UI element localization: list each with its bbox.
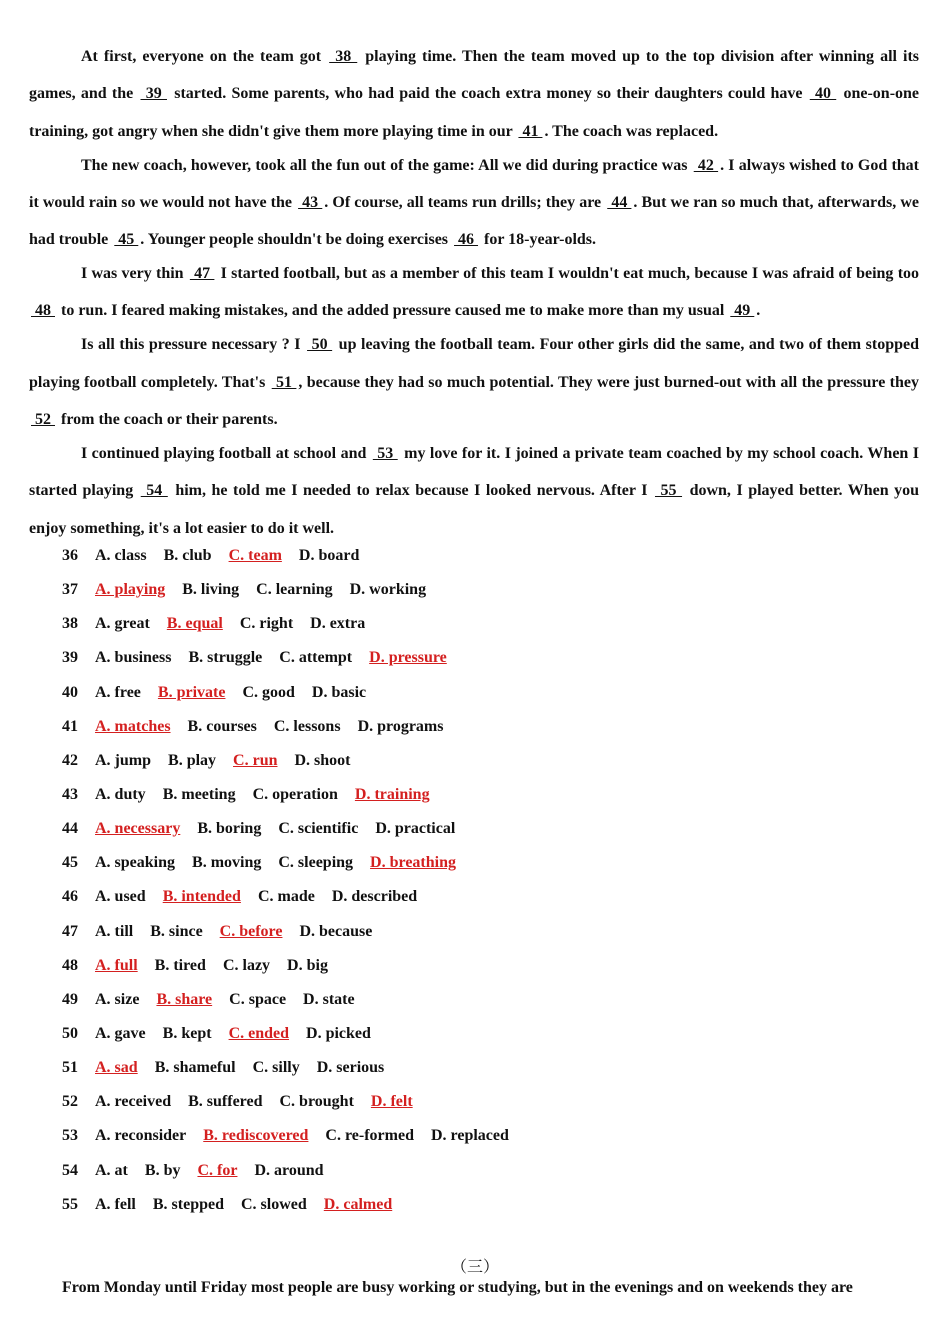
question-row xyxy=(62,546,526,580)
question-row xyxy=(62,1126,526,1160)
correct-option: A. full xyxy=(95,956,138,974)
passage-text: . xyxy=(756,302,761,320)
correct-option: C. ended xyxy=(228,1024,290,1042)
question-row xyxy=(62,1024,526,1058)
question-number: 48 xyxy=(62,956,78,974)
correct-option: D. breathing xyxy=(370,854,456,872)
answer-option: B. boring xyxy=(197,820,262,838)
answer-option: D. replaced xyxy=(430,1127,509,1145)
blank-number: 48 xyxy=(31,302,55,320)
question-row xyxy=(62,922,526,956)
passage-text: from the coach or their parents. xyxy=(57,411,278,429)
answer-option: B. tired xyxy=(154,956,206,974)
passage-text: . But we ran so much that, afterwards, we had trouble xyxy=(29,193,920,249)
correct-option: B. share xyxy=(156,990,213,1008)
answer-option: D. programs xyxy=(357,717,444,735)
answer-option: D. working xyxy=(349,581,427,599)
passage-text: I was very thin xyxy=(81,265,188,283)
section-heading: （三） xyxy=(450,1259,499,1276)
blank-number: 42 xyxy=(693,156,719,174)
answer-option: A. at xyxy=(95,1161,128,1179)
answer-option: C. space xyxy=(229,990,287,1008)
passage-text: The new coach, however, took all the fun out of the game: All we did during practice was xyxy=(81,156,692,174)
passage-text: I started football, but as a member of this team I wouldn't eat much, because I was afraid of being too xyxy=(216,265,920,283)
question-row xyxy=(62,1058,526,1092)
passage-text: . Of course, all teams run drills; they are xyxy=(324,193,606,211)
answer-option: C. re-formed xyxy=(325,1127,414,1145)
answer-option: B. since xyxy=(150,922,203,940)
question-row xyxy=(62,683,526,717)
passage-paragraph xyxy=(29,38,919,150)
answer-options-list xyxy=(62,546,526,1229)
question-number: 43 xyxy=(62,785,78,803)
passage-text: , because they had so much potential. They were just burned-out with all the pressure they xyxy=(298,373,920,391)
answer-option: D. practical xyxy=(375,820,456,838)
blank-number: 43 xyxy=(298,193,323,211)
question-row xyxy=(62,1195,526,1229)
passage-text: started. Some parents, who had paid the coach extra money so their daughters could have xyxy=(168,85,808,103)
passage-paragraph xyxy=(29,326,919,438)
blank-number: 47 xyxy=(189,265,215,283)
answer-option: C. sleeping xyxy=(278,854,354,872)
question-number: 47 xyxy=(62,922,78,940)
question-number: 40 xyxy=(62,683,78,701)
answer-option: C. silly xyxy=(252,1059,300,1077)
answer-option: C. brought xyxy=(279,1093,354,1111)
passage-text: playing time. Then the team moved up to the top division after winning all its games, and the xyxy=(29,48,919,103)
correct-option: D. felt xyxy=(370,1093,413,1111)
correct-option: A. necessary xyxy=(95,820,181,838)
question-number: 55 xyxy=(62,1195,78,1213)
answer-option: B. struggle xyxy=(188,649,263,667)
passage-text: At first, everyone on the team got xyxy=(81,48,328,65)
answer-option: A. size xyxy=(95,990,140,1008)
passage-text: to run. I feared making mistakes, and the added pressure caused me to make more than my usual xyxy=(57,302,729,320)
answer-option: A. reconsider xyxy=(95,1127,187,1145)
passage-text: . The coach was replaced. xyxy=(544,122,719,140)
passage-text: up leaving the football team. Four other girls did the same, and two of them stopped playing football completely. That's xyxy=(29,336,920,391)
correct-option: B. private xyxy=(157,683,226,701)
question-row xyxy=(62,853,526,887)
correct-option: C. team xyxy=(228,547,282,564)
cloze-passage xyxy=(29,38,919,544)
blank-number: 41 xyxy=(518,122,543,140)
passage-text: my love for it. I joined a private team coached by my school coach. When I started playing xyxy=(29,445,920,500)
blank-number: 53 xyxy=(372,445,398,463)
correct-option: D. training xyxy=(354,785,430,803)
blank-number: 52 xyxy=(31,411,55,429)
answer-option: A. free xyxy=(95,683,141,701)
question-number: 54 xyxy=(62,1161,78,1179)
next-passage-first-line: From Monday until Friday most people are busy working or studying, but in the evenings and on weekends they are xyxy=(62,1279,853,1296)
answer-option: D. big xyxy=(287,956,328,974)
question-number: 46 xyxy=(62,888,78,906)
answer-option: D. state xyxy=(303,990,355,1008)
answer-option: B. kept xyxy=(162,1024,212,1042)
answer-option: A. gave xyxy=(95,1024,146,1042)
correct-option: B. intended xyxy=(162,888,241,906)
answer-option: D. board xyxy=(298,547,360,564)
question-row xyxy=(62,785,526,819)
question-row xyxy=(62,751,526,785)
answer-option: B. courses xyxy=(187,717,257,735)
answer-option: C. scientific xyxy=(278,820,359,838)
blank-number: 55 xyxy=(654,482,683,500)
answer-option: D. around xyxy=(254,1161,324,1179)
blank-number: 45 xyxy=(114,231,139,249)
question-number: 41 xyxy=(62,717,78,735)
answer-option: D. shoot xyxy=(294,751,351,769)
answer-option: D. serious xyxy=(316,1059,385,1077)
question-number: 38 xyxy=(62,615,78,633)
blank-number: 38 xyxy=(329,48,358,65)
passage-paragraph xyxy=(29,147,919,259)
answer-option: A. speaking xyxy=(95,854,176,872)
passage-paragraph xyxy=(29,435,919,547)
answer-option: A. till xyxy=(95,922,134,940)
blank-number: 46 xyxy=(454,231,479,249)
answer-option: C. lessons xyxy=(273,717,341,735)
question-row xyxy=(62,990,526,1024)
answer-option: C. good xyxy=(242,683,295,701)
blank-number: 44 xyxy=(607,193,632,211)
answer-option: C. operation xyxy=(252,785,338,803)
blank-number: 39 xyxy=(140,85,167,103)
answer-option: B. moving xyxy=(192,854,262,872)
answer-option: B. suffered xyxy=(188,1093,263,1111)
question-row xyxy=(62,580,526,614)
answer-option: D. described xyxy=(331,888,418,906)
answer-option: A. great xyxy=(95,615,150,633)
correct-option: C. before xyxy=(219,922,283,940)
passage-text: one-on-one training, got angry when she didn't give them more playing time in our xyxy=(29,85,920,140)
answer-option: A. class xyxy=(95,547,147,564)
question-number: 36 xyxy=(62,547,78,564)
answer-option: A. received xyxy=(95,1093,172,1111)
correct-option: A. matches xyxy=(95,717,171,735)
blank-number: 54 xyxy=(140,482,168,500)
passage-text: Is all this pressure necessary ? I xyxy=(81,336,306,354)
answer-option: B. living xyxy=(182,581,240,599)
correct-option: C. for xyxy=(197,1161,238,1179)
question-number: 39 xyxy=(62,649,78,667)
blank-number: 50 xyxy=(307,336,333,354)
answer-option: D. because xyxy=(299,922,373,940)
question-number: 52 xyxy=(62,1093,78,1111)
question-number: 53 xyxy=(62,1127,78,1145)
question-row xyxy=(62,1161,526,1195)
passage-text: . Younger people shouldn't be doing exercises xyxy=(140,231,453,249)
question-number: 50 xyxy=(62,1024,78,1042)
question-number: 37 xyxy=(62,581,78,599)
passage-paragraph xyxy=(29,255,919,330)
question-row xyxy=(62,1092,526,1126)
question-row xyxy=(62,819,526,853)
correct-option: A. sad xyxy=(95,1059,138,1077)
passage-text: down, I played better. When you enjoy something, it's a lot easier to do it well. xyxy=(29,482,920,537)
passage-text: for 18-year-olds. xyxy=(480,231,597,249)
answer-option: B. by xyxy=(144,1161,181,1179)
passage-text: I continued playing football at school and xyxy=(81,445,371,463)
question-number: 44 xyxy=(62,820,78,838)
answer-option: A. fell xyxy=(95,1195,136,1213)
question-number: 49 xyxy=(62,990,78,1008)
answer-option: A. used xyxy=(95,888,146,906)
question-row xyxy=(62,614,526,648)
question-row xyxy=(62,717,526,751)
answer-option: C. attempt xyxy=(279,649,353,667)
answer-option: B. play xyxy=(168,751,217,769)
answer-option: A. jump xyxy=(95,751,152,769)
correct-option: D. calmed xyxy=(323,1195,393,1213)
blank-number: 51 xyxy=(271,373,297,391)
answer-option: B. shameful xyxy=(154,1059,236,1077)
blank-number: 49 xyxy=(730,302,755,320)
answer-option: C. lazy xyxy=(222,956,271,974)
answer-option: D. extra xyxy=(310,615,366,633)
question-row xyxy=(62,956,526,990)
question-row xyxy=(62,648,526,682)
answer-option: D. picked xyxy=(306,1024,371,1042)
answer-option: B. club xyxy=(163,547,212,564)
answer-option: B. stepped xyxy=(152,1195,224,1213)
question-row xyxy=(62,887,526,921)
correct-option: A. playing xyxy=(95,581,166,599)
answer-option: D. basic xyxy=(311,683,367,701)
blank-number: 40 xyxy=(809,85,837,103)
question-number: 51 xyxy=(62,1059,78,1077)
answer-option: B. meeting xyxy=(162,785,236,803)
answer-option: A. duty xyxy=(95,785,146,803)
answer-option: C. made xyxy=(257,888,315,906)
correct-option: C. run xyxy=(233,751,278,769)
question-number: 45 xyxy=(62,854,78,872)
answer-option: C. slowed xyxy=(241,1195,307,1213)
passage-text: him, he told me I needed to relax because I looked nervous. After I xyxy=(169,482,653,500)
answer-option: A. business xyxy=(95,649,172,667)
correct-option: B. equal xyxy=(166,615,223,633)
answer-option: C. learning xyxy=(256,581,333,599)
correct-option: B. rediscovered xyxy=(203,1127,309,1145)
passage-text: . I always wished to God that it would rain so we would not have the xyxy=(29,156,920,211)
question-number: 42 xyxy=(62,751,78,769)
answer-option: C. right xyxy=(239,615,294,633)
correct-option: D. pressure xyxy=(369,649,447,667)
